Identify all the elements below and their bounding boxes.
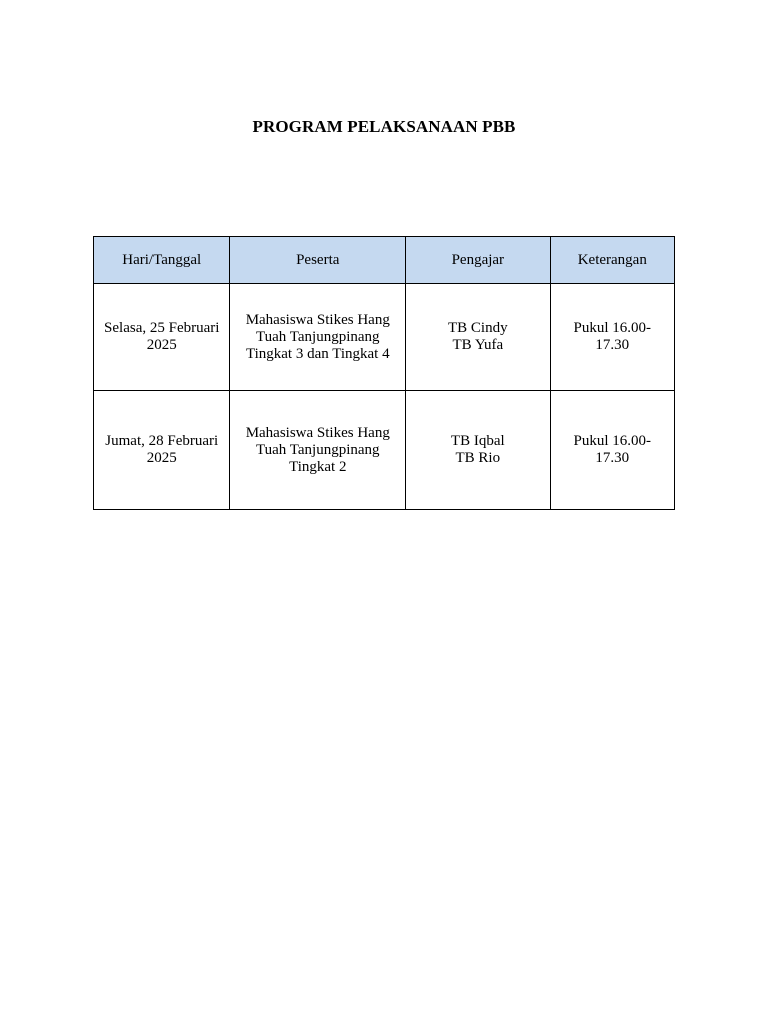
cell-teacher [406,284,550,391]
cell-text: Mahasiswa Stikes Hang [245,424,390,441]
cell-text: 17.30 [595,450,630,466]
cell-text: Mahasiswa Stikes Hang [245,311,390,328]
cell-notes [550,391,674,510]
cell-text: Jumat, 28 Februari [105,433,219,449]
cell-text: 17.30 [595,337,630,353]
cell-text: Pukul 16.00- [573,433,652,449]
header-date: Hari/Tanggal [94,237,230,284]
table-row [94,391,675,510]
cell-text: Tuah Tanjungpinang [255,328,380,345]
cell-date [94,391,230,510]
cell-text: Pukul 16.00- [573,320,652,336]
page-title: PROGRAM PELAKSANAAN PBB [252,117,516,136]
cell-text: 2025 [146,337,177,353]
schedule-table [93,236,675,510]
cell-text: TB Yufa [452,337,504,353]
cell-text: 2025 [146,450,177,466]
cell-text: Tingkat 2 [289,458,347,475]
table-row [94,284,675,391]
cell-notes [550,284,674,391]
cell-participants [230,391,406,510]
cell-text: Selasa, 25 Februari [104,320,220,336]
cell-teacher [406,391,550,510]
cell-text: TB Iqbal [450,433,505,449]
cell-participants [230,284,406,391]
cell-text: Tingkat 3 dan Tingkat 4 [245,345,390,362]
header-notes: Keterangan [550,237,674,284]
cell-text: TB Rio [455,450,501,466]
table-header-row [94,237,675,284]
cell-text: TB Cindy [448,320,508,336]
header-teacher: Pengajar [406,237,550,284]
cell-text: Tuah Tanjungpinang [255,441,380,458]
header-participants: Peserta [230,237,406,284]
cell-date [94,284,230,391]
